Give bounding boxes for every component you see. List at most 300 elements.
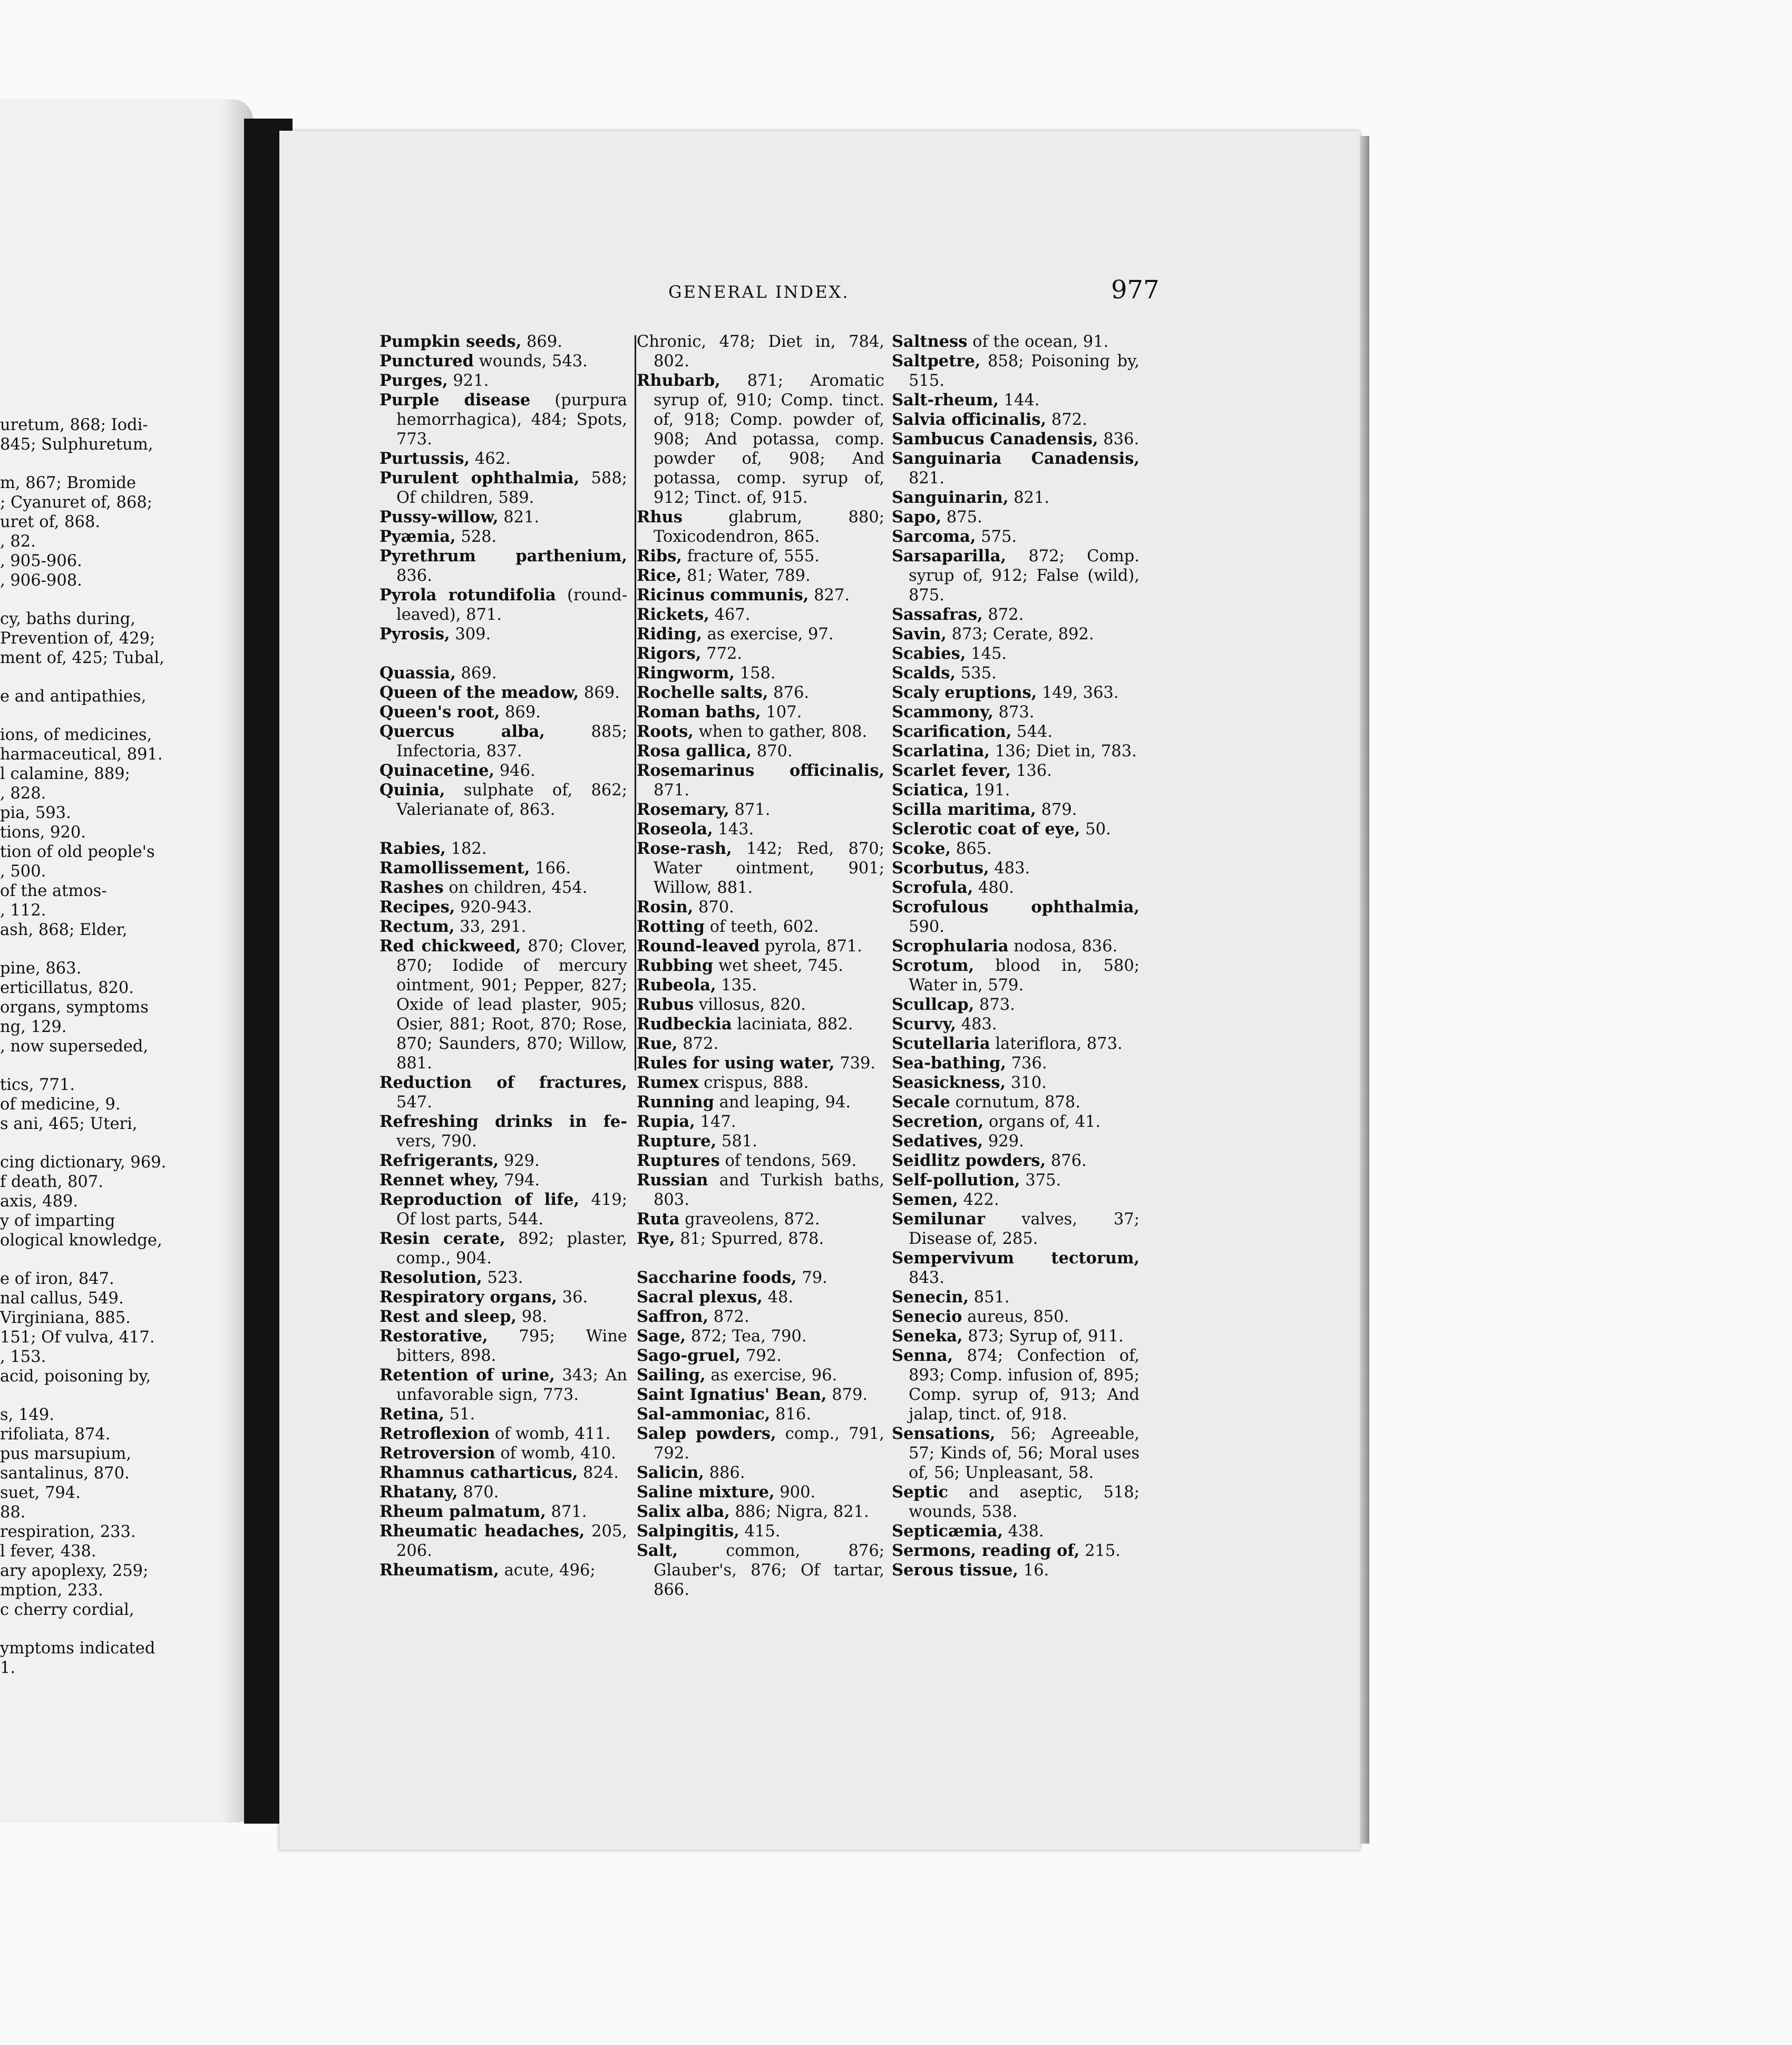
left-page-line: uretum, 868; Iodi- xyxy=(0,416,148,434)
index-entry xyxy=(379,1151,627,1171)
index-entry xyxy=(892,1307,1140,1327)
left-page-line: ymptoms indicated xyxy=(0,1639,155,1658)
entry-heading: Scoke, xyxy=(892,839,951,858)
index-entry xyxy=(637,1288,884,1307)
entry-references: lateriflora, 873. xyxy=(990,1035,1123,1053)
entry-references: 56; Agreeable, 57; Kinds of, 56; Moral uses of, 56; Unpleasant, 58. xyxy=(909,1425,1140,1482)
entry-heading: Rubeola, xyxy=(637,976,716,995)
entry-heading: Purtussis, xyxy=(379,449,470,468)
entry-heading: Sarcoma, xyxy=(892,527,976,546)
entry-references: 871. xyxy=(654,781,689,800)
entry-heading: Purple disease xyxy=(379,391,531,410)
index-entry xyxy=(637,1424,884,1463)
entry-references: 869. xyxy=(500,703,541,722)
entry-heading: Secretion, xyxy=(892,1112,984,1131)
section-gap xyxy=(379,644,627,664)
entry-heading: Rest and sleep, xyxy=(379,1307,517,1326)
index-entry xyxy=(892,839,1140,859)
entry-heading: Queen's root, xyxy=(379,703,500,722)
entry-references: 182. xyxy=(445,840,487,858)
entry-references: 147. xyxy=(695,1113,736,1131)
index-entry xyxy=(637,742,884,761)
entry-references: 143. xyxy=(713,820,754,839)
index-entry xyxy=(379,1112,627,1151)
entry-references: 142; Red, 870; Water ointment, 901; Willow, 881. xyxy=(654,840,884,897)
entry-references: 929. xyxy=(983,1132,1024,1151)
index-entry xyxy=(637,1073,884,1093)
left-page-line: f death, 807. xyxy=(0,1173,103,1191)
left-page-line: e of iron, 847. xyxy=(0,1270,114,1288)
entry-references: (round-leaved), 871. xyxy=(396,586,628,624)
index-entry xyxy=(637,1327,884,1346)
entry-references: 79. xyxy=(796,1269,827,1287)
left-page-line: s ani, 465; Uteri, xyxy=(0,1115,138,1133)
left-page-line: ash, 868; Elder, xyxy=(0,921,128,939)
index-entry xyxy=(892,1483,1140,1522)
entry-heading: Rice, xyxy=(637,566,682,585)
entry-heading: Scrophularia xyxy=(892,937,1009,956)
entry-references: 480. xyxy=(973,879,1014,897)
left-page-line: tion of old people's xyxy=(0,843,155,861)
entry-references: 51. xyxy=(444,1405,475,1424)
entry-references: 462. xyxy=(470,450,511,468)
index-entry xyxy=(379,1268,627,1288)
index-entry xyxy=(379,1463,627,1483)
index-entry xyxy=(892,488,1140,508)
index-entry xyxy=(379,1424,627,1444)
entry-references: pyrola, 871. xyxy=(759,937,862,956)
entry-references: 821. xyxy=(909,469,944,488)
entry-references: 870. xyxy=(752,742,793,761)
index-entry xyxy=(379,332,627,352)
entry-heading: Septic xyxy=(892,1483,949,1502)
index-entry xyxy=(892,898,1140,937)
entry-references: 870; Clover, 870; Iodide of mercury ointment, 901; Pepper, 827; Oxide of lead plaster, 905; Osier, 881; Root, 870; Rose, 870; Saunders, 870; Willow, 881. xyxy=(396,937,627,1073)
entry-heading: Scutellaria xyxy=(892,1034,990,1053)
index-entry xyxy=(892,1327,1140,1346)
index-entry xyxy=(892,1151,1140,1171)
entry-references: 920-943. xyxy=(455,898,532,917)
left-page-line: c cherry cordial, xyxy=(0,1601,134,1619)
entry-references: 158. xyxy=(735,664,776,683)
entry-heading: Rupia, xyxy=(637,1112,695,1131)
entry-references: 419; Of lost parts, 544. xyxy=(396,1191,628,1229)
entry-references: fracture of, 555. xyxy=(682,547,820,566)
entry-references: 98. xyxy=(517,1308,548,1326)
index-entry xyxy=(379,664,627,683)
left-page-line: nal callus, 549. xyxy=(0,1289,124,1308)
left-page-line: erticillatus, 820. xyxy=(0,979,134,997)
index-entry xyxy=(379,371,627,391)
entry-references: on children, 454. xyxy=(443,879,588,897)
entry-references: 523. xyxy=(482,1269,523,1287)
index-entry xyxy=(892,1249,1140,1288)
line-gap xyxy=(0,1620,216,1639)
entry-references: 736. xyxy=(1006,1054,1047,1073)
left-page-line: , 905-906. xyxy=(0,552,82,570)
entry-heading: Semen, xyxy=(892,1190,958,1209)
entry-heading: Rhatany, xyxy=(379,1483,458,1502)
left-page-line: pine, 863. xyxy=(0,959,82,978)
left-page-line: rifoliata, 874. xyxy=(0,1425,111,1444)
left-page-line: cing dictionary, 969. xyxy=(0,1153,167,1172)
entry-heading: Sclerotic coat of eye, xyxy=(892,820,1080,839)
entry-heading: Scrofulous ophthalmia, xyxy=(892,898,1140,917)
entry-heading: Scarlatina, xyxy=(892,742,990,761)
left-page-line: , now superseded, xyxy=(0,1037,149,1056)
index-entry xyxy=(892,937,1140,956)
entry-heading: Scorbutus, xyxy=(892,859,989,878)
entry-references: 869. xyxy=(521,333,562,351)
entry-heading: Quercus alba, xyxy=(379,722,545,741)
entry-references: 422. xyxy=(958,1191,999,1209)
entry-references: 81; Spurred, 878. xyxy=(675,1230,824,1248)
index-entry xyxy=(379,352,627,371)
left-page-line: e and antipathies, xyxy=(0,687,147,706)
entry-heading: Retroflexion xyxy=(379,1424,490,1443)
index-entry xyxy=(892,605,1140,625)
entry-heading: Rennet whey, xyxy=(379,1171,499,1190)
entry-references: 581. xyxy=(716,1132,757,1151)
entry-heading: Rumex xyxy=(637,1073,699,1092)
entry-heading: Rigors, xyxy=(637,644,702,663)
entry-references: 875. xyxy=(941,508,982,527)
index-entry xyxy=(892,644,1140,664)
index-entry xyxy=(379,1483,627,1502)
entry-heading: Retention of urine, xyxy=(379,1366,555,1385)
entry-heading: Sedatives, xyxy=(892,1132,983,1151)
entry-references: 886. xyxy=(704,1464,745,1482)
entry-references: 309. xyxy=(450,625,491,644)
index-entry xyxy=(379,547,627,586)
entry-references: glabrum, 880; Toxicodendron, 865. xyxy=(654,508,884,546)
left-page-line: 151; Of vulva, 417. xyxy=(0,1328,155,1347)
entry-heading: Savin, xyxy=(892,625,947,644)
entry-heading: Restorative, xyxy=(379,1327,488,1346)
left-page-line: tions, 920. xyxy=(0,823,86,842)
entry-references: 858; Poisoning by, 515. xyxy=(909,352,1140,390)
entry-references: 483. xyxy=(989,859,1030,878)
entry-references: wounds, 543. xyxy=(473,352,588,371)
entry-references: of womb, 411. xyxy=(490,1425,611,1443)
index-entry xyxy=(892,1190,1140,1210)
entry-references: 836. xyxy=(1098,430,1140,449)
index-entry xyxy=(892,391,1140,410)
entry-heading: Pyrola rotundifolia xyxy=(379,586,556,605)
index-entry xyxy=(379,527,627,547)
column-rule xyxy=(635,335,636,1070)
entry-references: 824. xyxy=(578,1464,619,1482)
entry-heading: Ricinus communis, xyxy=(637,586,809,605)
entry-heading: Senecin, xyxy=(892,1288,969,1307)
entry-references: when to gather, 808. xyxy=(693,723,868,741)
entry-heading: Purulent ophthalmia, xyxy=(379,469,580,488)
entry-references: 33, 291. xyxy=(454,918,527,936)
entry-heading: Sanguinaria Canadensis, xyxy=(892,449,1140,468)
entry-heading: Sensations, xyxy=(892,1424,996,1443)
entry-heading: Red chickweed, xyxy=(379,937,521,956)
index-entry xyxy=(379,1229,627,1268)
entry-references: 16. xyxy=(1018,1561,1049,1580)
index-entry xyxy=(637,566,884,586)
entry-references: 876. xyxy=(1046,1152,1087,1170)
left-page xyxy=(0,99,253,1823)
entry-references: 467. xyxy=(709,606,751,624)
entry-heading: Salt, xyxy=(637,1541,678,1560)
line-gap xyxy=(0,590,216,609)
entry-references: of teeth, 602. xyxy=(704,918,819,936)
entry-references: 547. xyxy=(396,1093,432,1112)
index-entry xyxy=(637,1483,884,1502)
entry-references: 375. xyxy=(1020,1171,1061,1190)
index-entry xyxy=(637,332,884,371)
index-entry xyxy=(379,1171,627,1190)
index-entry xyxy=(637,839,884,898)
entry-heading: Ramollissement, xyxy=(379,859,530,878)
entry-references: laciniata, 882. xyxy=(732,1015,853,1034)
entry-heading: Punctured xyxy=(379,352,474,371)
entry-heading: Sailing, xyxy=(637,1366,706,1385)
index-entry xyxy=(892,410,1140,430)
entry-references: 874; Confection of, 893; Comp. infusion of, 895; Comp. syrup of, 913; And jalap, tinct. of, 918. xyxy=(909,1347,1140,1424)
index-entry xyxy=(892,683,1140,703)
left-page-line: , 153. xyxy=(0,1348,46,1366)
entry-references: 310. xyxy=(1006,1074,1047,1092)
index-entry xyxy=(637,508,884,547)
entry-heading: Scalds, xyxy=(892,664,956,683)
entry-heading: Saint Ignatius' Bean, xyxy=(637,1385,827,1404)
line-gap xyxy=(0,1250,216,1269)
left-page-line: axis, 489. xyxy=(0,1192,79,1211)
index-entry xyxy=(637,995,884,1015)
left-page-line: , 82. xyxy=(0,532,36,551)
line-gap xyxy=(0,1056,216,1075)
entry-heading: Sea-bathing, xyxy=(892,1054,1006,1073)
left-page-line: ng, 129. xyxy=(0,1018,67,1036)
left-page-line: , 906-908. xyxy=(0,571,82,590)
entry-heading: Scabies, xyxy=(892,644,966,663)
index-entry xyxy=(379,508,627,527)
entry-heading: Recipes, xyxy=(379,898,455,917)
index-entry xyxy=(892,1015,1140,1034)
entry-heading: Pyrethrum parthenium, xyxy=(379,547,627,566)
left-page-line: l calamine, 889; xyxy=(0,765,130,783)
index-entry xyxy=(892,352,1140,391)
index-entry xyxy=(637,605,884,625)
left-page-line: acid, poisoning by, xyxy=(0,1367,151,1386)
entry-heading: Rubbing xyxy=(637,956,714,975)
entry-references: organs of, 41. xyxy=(983,1113,1101,1131)
entry-heading: Scullcap, xyxy=(892,995,975,1014)
index-entry xyxy=(637,1346,884,1366)
index-entry xyxy=(379,391,627,449)
entry-references: 794. xyxy=(499,1171,540,1190)
running-head: GENERAL INDEX. xyxy=(668,282,850,302)
entry-heading: Senna, xyxy=(892,1346,953,1365)
index-entry xyxy=(637,1151,884,1171)
index-entry xyxy=(637,1522,884,1541)
entry-heading: Scilla maritima, xyxy=(892,800,1036,819)
entry-heading: Running xyxy=(637,1093,714,1112)
entry-references: comp., 791, 792. xyxy=(654,1425,884,1463)
entry-heading: Saccharine foods, xyxy=(637,1268,797,1287)
index-entry xyxy=(892,1171,1140,1190)
left-page-line: s, 149. xyxy=(0,1406,54,1424)
entry-heading: Seasickness, xyxy=(892,1073,1006,1092)
entry-heading: Rhamnus catharticus, xyxy=(379,1463,578,1482)
index-column-3 xyxy=(892,332,1140,1580)
entry-references: 415. xyxy=(739,1522,781,1541)
entry-references: 872. xyxy=(1046,411,1087,429)
index-entry xyxy=(637,1463,884,1483)
entry-heading: Rotting xyxy=(637,917,705,936)
entry-heading: Pyrosis, xyxy=(379,625,450,644)
entry-references: (purpura hemorrhagica), 484; Spots, 773. xyxy=(396,391,627,449)
entry-heading: Rosemary, xyxy=(637,800,729,819)
entry-references: 869. xyxy=(455,664,497,683)
entry-references: 873; Cerate, 892. xyxy=(946,625,1094,644)
index-entry xyxy=(379,1561,627,1580)
entry-heading: Sapo, xyxy=(892,508,942,527)
entry-references: 215. xyxy=(1079,1542,1121,1560)
entry-heading: Rupture, xyxy=(637,1132,717,1151)
entry-references: 836. xyxy=(396,567,432,585)
entry-references: 821. xyxy=(1008,489,1050,507)
entry-heading: Rubus xyxy=(637,995,694,1014)
index-entry xyxy=(379,1366,627,1405)
left-page-column xyxy=(0,415,216,1678)
left-page-line: 88. xyxy=(0,1503,26,1522)
entry-references: and Turkish baths, 803. xyxy=(654,1171,884,1209)
index-entry xyxy=(892,625,1140,644)
entry-references: 892; plaster, comp., 904. xyxy=(396,1230,627,1268)
entry-heading: Rectum, xyxy=(379,917,455,936)
index-entry xyxy=(892,956,1140,995)
left-page-line: , 112. xyxy=(0,901,46,920)
index-entry xyxy=(637,547,884,566)
index-entry xyxy=(892,781,1140,800)
entry-heading: Senecio xyxy=(892,1307,962,1326)
index-entry xyxy=(379,917,627,937)
index-entry xyxy=(379,586,627,625)
entry-references: 870. xyxy=(457,1483,499,1502)
entry-references: 136; Diet in, 783. xyxy=(990,742,1137,761)
index-entry xyxy=(637,1132,884,1151)
entry-references: 843. xyxy=(909,1269,944,1287)
entry-references: 438. xyxy=(1002,1522,1044,1541)
entry-heading: Retroversion xyxy=(379,1444,495,1463)
entry-references: 873. xyxy=(993,703,1035,722)
entry-heading: Quinia, xyxy=(379,781,445,800)
entry-references: blood in, 580; Water in, 579. xyxy=(909,957,1140,995)
index-entry xyxy=(892,1424,1140,1483)
index-entry xyxy=(379,1405,627,1424)
entry-heading: Ruptures xyxy=(637,1151,720,1170)
left-page-line: of medicine, 9. xyxy=(0,1095,121,1114)
index-entry xyxy=(637,1112,884,1132)
entry-heading: Self-pollution, xyxy=(892,1171,1020,1190)
entry-heading: Saltpetre, xyxy=(892,352,981,371)
index-entry xyxy=(637,625,884,644)
index-entry xyxy=(379,937,627,1073)
index-entry xyxy=(637,1210,884,1229)
entry-heading: Purges, xyxy=(379,371,448,390)
index-entry xyxy=(379,703,627,722)
entry-references: 144. xyxy=(998,391,1040,410)
entry-heading: Pussy-willow, xyxy=(379,508,499,527)
entry-heading: Roseola, xyxy=(637,820,713,839)
left-page-line: mption, 233. xyxy=(0,1581,103,1600)
entry-heading: Refrigerants, xyxy=(379,1151,499,1170)
entry-heading: Rheum palmatum, xyxy=(379,1502,546,1521)
index-entry xyxy=(892,1132,1140,1151)
index-entry xyxy=(892,1112,1140,1132)
entry-references: 36. xyxy=(557,1288,588,1307)
left-page-line: y of imparting xyxy=(0,1212,115,1230)
entry-heading: Russian xyxy=(637,1171,708,1190)
index-entry xyxy=(892,878,1140,898)
entry-heading: Saltness xyxy=(892,332,968,351)
entry-heading: Rickets, xyxy=(637,605,709,624)
index-entry xyxy=(379,722,627,761)
index-entry xyxy=(637,898,884,917)
entry-heading: Rhus xyxy=(637,508,683,527)
index-entry xyxy=(637,1171,884,1210)
entry-heading: Sacral plexus, xyxy=(637,1288,763,1307)
index-entry xyxy=(637,722,884,742)
entry-references: and aseptic, 518; wounds, 538. xyxy=(909,1483,1140,1521)
left-page-line: suet, 794. xyxy=(0,1484,81,1502)
entry-references: 535. xyxy=(956,664,997,683)
index-entry xyxy=(379,1073,627,1112)
left-page-line: organs, symptoms xyxy=(0,998,149,1017)
index-entry xyxy=(892,1210,1140,1249)
index-entry xyxy=(892,800,1140,820)
entry-heading: Septicæmia, xyxy=(892,1522,1003,1541)
entry-references: 851. xyxy=(968,1288,1010,1307)
entry-references: 865. xyxy=(951,840,992,858)
entry-references: 870. xyxy=(693,898,734,917)
index-entry xyxy=(892,1073,1140,1093)
index-entry xyxy=(379,469,627,508)
entry-heading: Respiratory organs, xyxy=(379,1288,557,1307)
entry-references: 191. xyxy=(969,781,1010,800)
left-page-line: pus marsupium, xyxy=(0,1445,132,1463)
index-entry xyxy=(637,703,884,722)
entry-heading: Secale xyxy=(892,1093,950,1112)
index-entry xyxy=(379,761,627,781)
entry-references: 886; Nigra, 821. xyxy=(729,1503,869,1521)
entry-heading: Reduction of fractures, xyxy=(379,1073,627,1092)
entry-heading: Rheumatism, xyxy=(379,1561,499,1580)
index-entry xyxy=(892,820,1140,839)
entry-references: 792. xyxy=(741,1347,782,1365)
index-entry xyxy=(637,917,884,937)
index-entry xyxy=(379,898,627,917)
index-entry xyxy=(637,1054,884,1073)
index-entry xyxy=(892,1561,1140,1580)
entry-references: cornutum, 878. xyxy=(950,1093,1080,1112)
index-entry xyxy=(892,527,1140,547)
entry-heading: Rules for using water, xyxy=(637,1054,835,1073)
index-entry xyxy=(892,449,1140,488)
entry-heading: Queen of the meadow, xyxy=(379,683,579,702)
index-entry xyxy=(637,1034,884,1054)
entry-heading: Roots, xyxy=(637,722,694,741)
index-entry xyxy=(637,1307,884,1327)
line-gap xyxy=(0,454,216,473)
entry-heading: Sal-ammoniac, xyxy=(637,1405,771,1424)
